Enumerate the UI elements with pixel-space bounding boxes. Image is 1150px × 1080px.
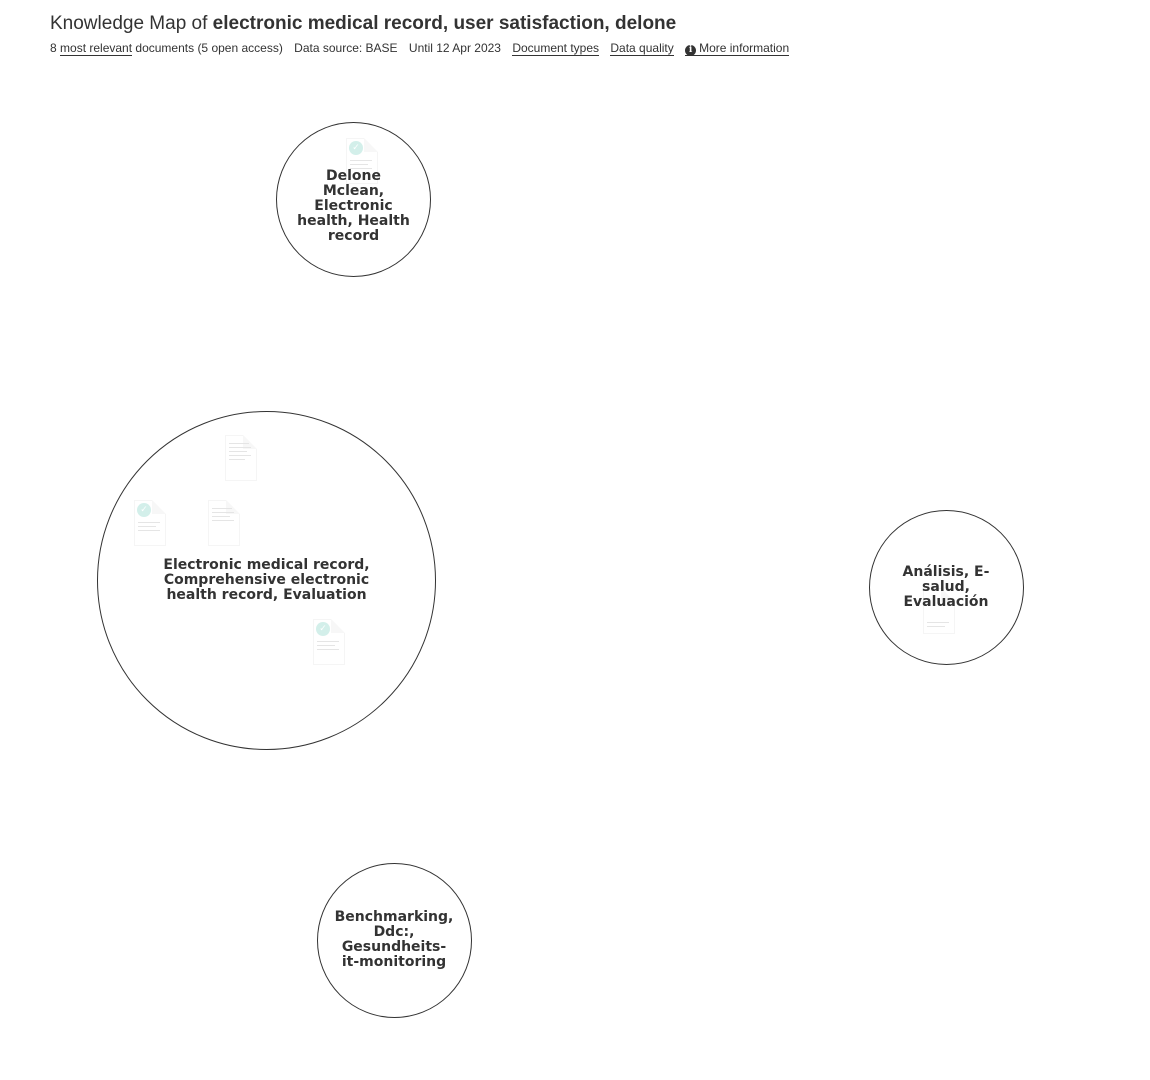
map-header (50, 10, 1130, 57)
paper-icon[interactable] (225, 435, 257, 481)
paper-icon[interactable] (346, 138, 378, 184)
title-query: electronic medical record, user satisfaction, delone (212, 13, 677, 34)
open-access-icon: ✓ (137, 503, 151, 517)
area-label-emr: Electronic medical record, Comprehensive electronic health record, Evaluation (163, 557, 370, 603)
data-source: Data source: BASE (294, 41, 398, 55)
area-bubble-benchmarking[interactable] (317, 863, 472, 1018)
data-quality-link[interactable]: Data quality (610, 41, 674, 55)
area-label-benchmarking: Benchmarking, Ddc:, Gesundheits-it-monitoring (334, 909, 454, 970)
area-label-analisis: Análisis, E-salud, Evaluación (902, 564, 990, 610)
more-information-label: More information (699, 41, 790, 55)
context-line (50, 39, 1130, 57)
more-information-link[interactable] (685, 41, 789, 56)
paper-icon[interactable] (208, 500, 240, 546)
most-relevant-link[interactable]: most relevant (60, 41, 133, 55)
until-date: Until 12 Apr 2023 (408, 41, 501, 55)
area-bubble-emr[interactable] (97, 411, 436, 750)
open-access-icon: ✓ (349, 141, 363, 155)
paper-icon[interactable] (134, 500, 166, 546)
paper-icon[interactable] (313, 619, 345, 665)
paper-icon[interactable] (923, 588, 955, 634)
documents-text: documents (5 open access) (135, 41, 283, 55)
open-access-icon: ✓ (316, 622, 330, 636)
title-prefix: Knowledge Map of (50, 13, 213, 34)
info-circle-icon: i (685, 45, 696, 56)
page-title (50, 10, 1130, 38)
document-types-link[interactable]: Document types (512, 41, 600, 55)
area-label-delone: Delone Mclean, Electronic health, Health record (297, 168, 410, 244)
doc-count: 8 (50, 41, 57, 55)
document-count-info (50, 41, 283, 55)
